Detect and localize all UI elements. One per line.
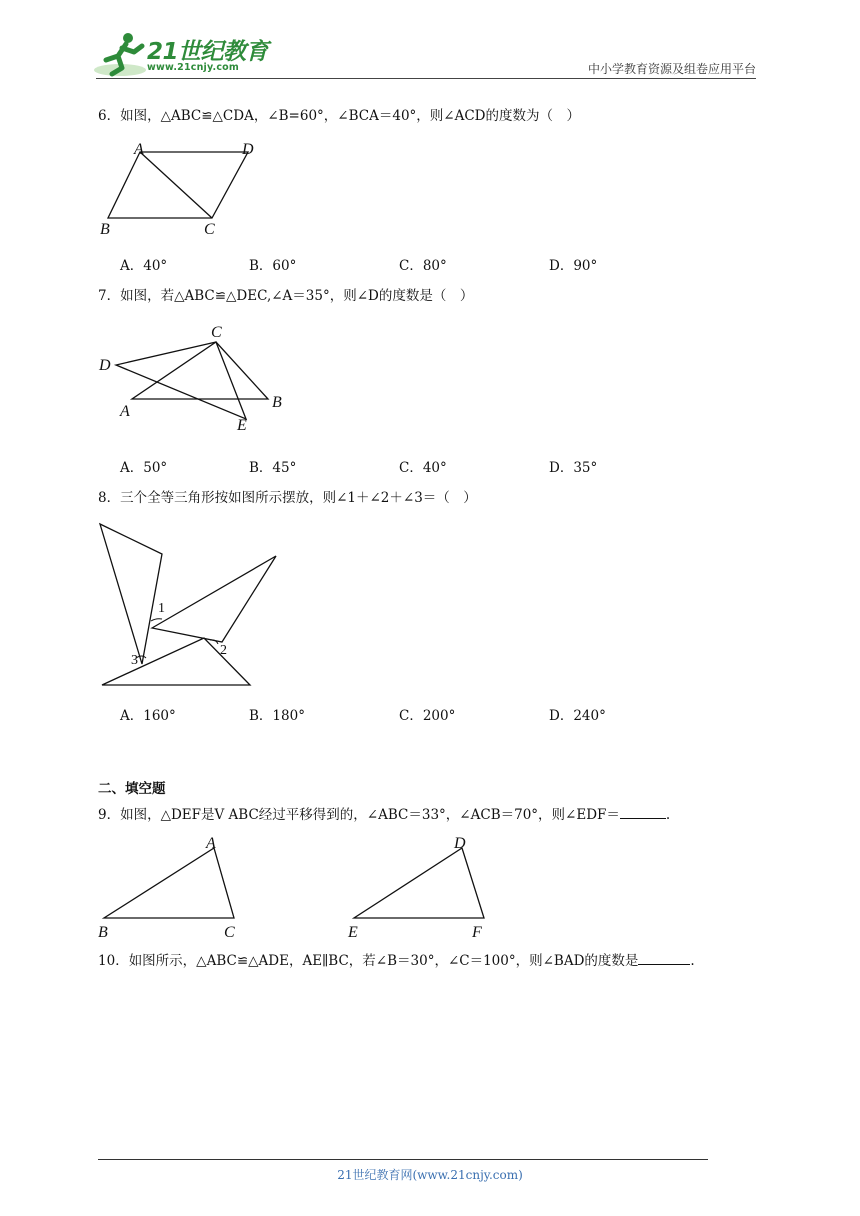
running-man-icon bbox=[92, 30, 152, 80]
option-d[interactable]: D．90° bbox=[549, 258, 598, 274]
label-e: E bbox=[237, 417, 247, 434]
triangle-right bbox=[152, 556, 276, 642]
option-b[interactable]: B．60° bbox=[249, 258, 297, 274]
question-9-figure bbox=[96, 832, 496, 944]
logo-text: 21世纪教育 bbox=[147, 39, 269, 65]
label-f: F bbox=[472, 924, 482, 941]
question-text: 如图所示，△ABC≌△ADE，AE∥BC，若∠B＝30°，∠C＝100°，则∠BAD的度数是 bbox=[128, 953, 639, 969]
question-8-figure bbox=[96, 518, 286, 690]
option-a[interactable]: A．40° bbox=[120, 258, 168, 274]
label-b: B bbox=[272, 394, 282, 411]
label-a: A bbox=[134, 141, 144, 158]
angle-1-arc bbox=[151, 619, 162, 621]
label-d: D bbox=[242, 141, 254, 158]
section-title: 二、填空题 bbox=[98, 781, 166, 797]
parallelogram-abcd bbox=[108, 152, 248, 218]
label-b: B bbox=[100, 221, 110, 238]
question-9-stem: 9．如图，△DEF是V ABC经过平移得到的，∠ABC＝33°，∠ACB＝70°，则∠EDF＝ . bbox=[98, 807, 671, 823]
label-angle-3: 3 bbox=[131, 653, 138, 668]
logo-url-text: www.21cnjy.com bbox=[147, 62, 239, 73]
question-7-stem: 7．如图，若△ABC≌△DEC,∠A＝35°，则∠D的度数是（ ） bbox=[98, 288, 474, 304]
label-d: D bbox=[454, 835, 466, 852]
option-c[interactable]: C．200° bbox=[399, 708, 456, 724]
label-e: E bbox=[348, 924, 358, 941]
label-c: C bbox=[211, 324, 222, 341]
triangle-def bbox=[354, 848, 484, 918]
answer-blank[interactable] bbox=[638, 952, 690, 965]
question-6-stem: 6．如图，△ABC≌△CDA，∠B=60°，∠BCA＝40°，则∠ACD的度数为（ ） bbox=[98, 108, 580, 124]
triangle-left bbox=[100, 524, 162, 664]
option-d[interactable]: D．35° bbox=[549, 460, 598, 476]
question-number: 9 bbox=[98, 807, 107, 823]
question-text: 三个全等三角形按如图所示摆放，则∠1＋∠2＋∠3＝（ ） bbox=[120, 490, 477, 506]
label-b: B bbox=[98, 924, 108, 941]
question-10-stem: 10．如图所示，△ABC≌△ADE，AE∥BC，若∠B＝30°，∠C＝100°，则∠BAD的度数是 . bbox=[98, 953, 695, 969]
question-text: 如图，△DEF是V ABC经过平移得到的，∠ABC＝33°，∠ACB＝70°，则∠EDF＝ bbox=[120, 807, 620, 823]
option-b[interactable]: B．45° bbox=[249, 460, 297, 476]
option-b[interactable]: B．180° bbox=[249, 708, 305, 724]
question-8-stem: 8．三个全等三角形按如图所示摆放，则∠1＋∠2＋∠3＝（ ） bbox=[98, 490, 477, 506]
option-c[interactable]: C．80° bbox=[399, 258, 447, 274]
diagonal-ac bbox=[140, 152, 212, 218]
triangle-abc bbox=[104, 848, 234, 918]
label-d: D bbox=[99, 357, 111, 374]
option-c[interactable]: C．40° bbox=[399, 460, 447, 476]
option-a[interactable]: A．50° bbox=[120, 460, 168, 476]
option-d[interactable]: D．240° bbox=[549, 708, 606, 724]
question-7-figure bbox=[96, 322, 296, 436]
question-6-figure bbox=[96, 136, 276, 240]
question-number: 10 bbox=[98, 953, 116, 969]
label-angle-1: 1 bbox=[158, 601, 165, 616]
question-number: 6 bbox=[98, 108, 107, 124]
header-title: 中小学教育资源及组卷应用平台 bbox=[587, 62, 756, 76]
label-c: C bbox=[224, 924, 235, 941]
label-c: C bbox=[204, 221, 215, 238]
triangle-bottom bbox=[102, 638, 250, 685]
option-a[interactable]: A．160° bbox=[120, 708, 176, 724]
question-text: 如图，若△ABC≌△DEC,∠A＝35°，则∠D的度数是（ ） bbox=[120, 288, 474, 304]
question-number: 8 bbox=[98, 490, 107, 506]
header-divider bbox=[96, 78, 756, 79]
label-angle-2: 2 bbox=[220, 643, 227, 658]
triangle-abc bbox=[132, 342, 268, 399]
question-number: 7 bbox=[98, 288, 107, 304]
question-text: 如图，△ABC≌△CDA，∠B=60°，∠BCA＝40°，则∠ACD的度数为（ ） bbox=[120, 108, 580, 124]
answer-blank[interactable] bbox=[620, 806, 666, 819]
footer-text: 21世纪教育网(www.21cnjy.com) bbox=[337, 1168, 523, 1182]
label-a: A bbox=[120, 403, 130, 420]
label-a: A bbox=[206, 835, 216, 852]
footer-divider bbox=[98, 1159, 708, 1160]
